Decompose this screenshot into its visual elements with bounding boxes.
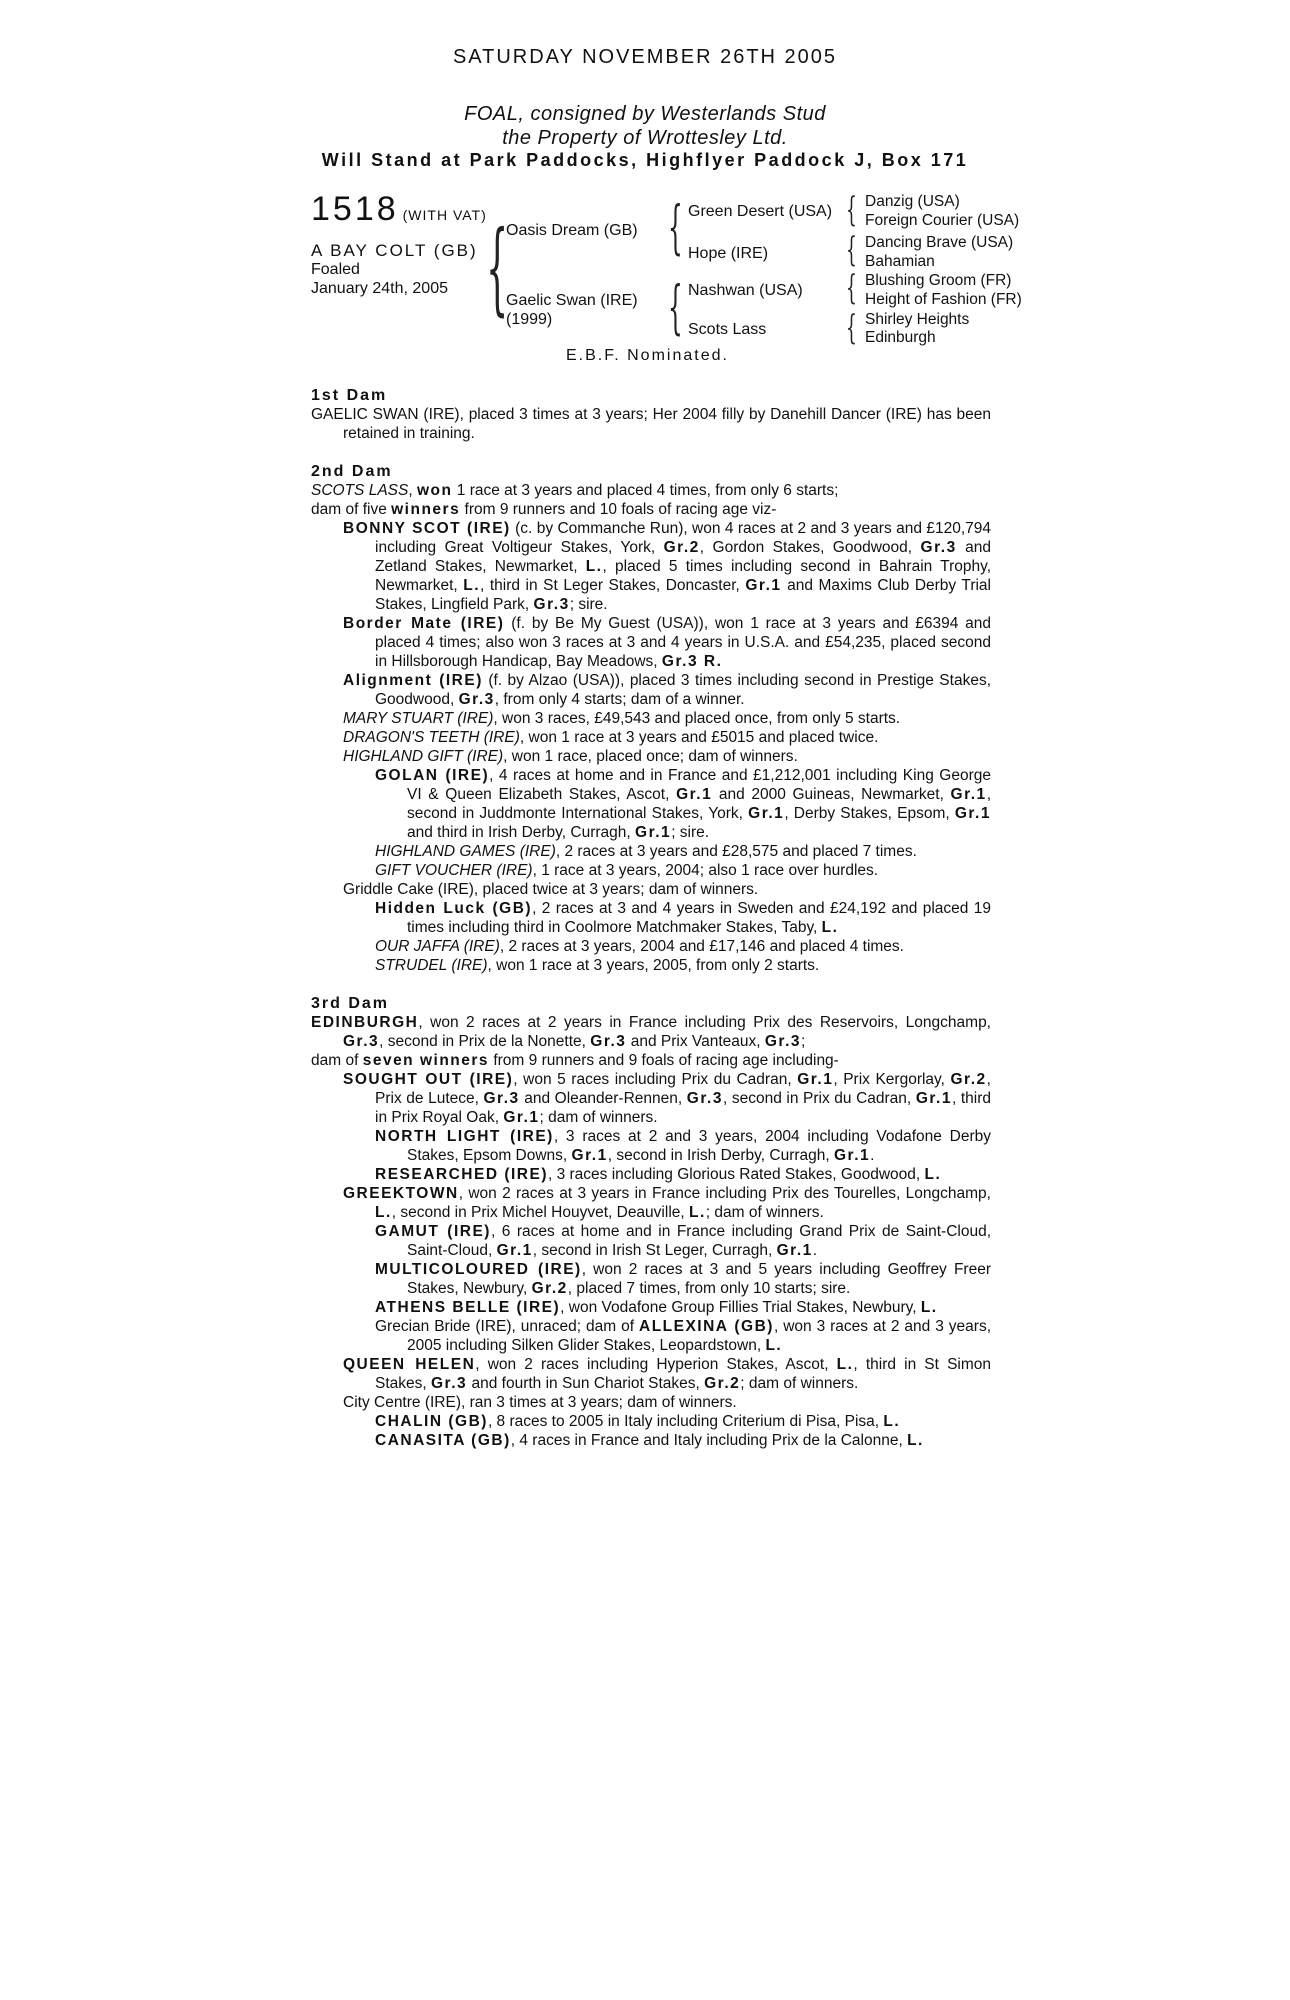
entry-text: ; sire. [671, 824, 710, 841]
bold-text: L. [907, 1432, 924, 1449]
bold-text: Gr.3 [920, 539, 957, 556]
pedigree-brace-sire: { [668, 193, 683, 261]
entry-text: , 2 races at 3 years and £28,575 and placed 7 times. [555, 843, 917, 860]
consignment-line: FOAL, consigned by Westerlands Stud [464, 103, 826, 125]
entry-text: and 2000 Guineas, Newmarket, [712, 786, 951, 803]
entry-text: ; dam of winners. [740, 1375, 859, 1392]
bold-text: Gr.1 [915, 1090, 952, 1107]
pedigree-brace-gg3: { [846, 268, 857, 308]
bold-text: SOUGHT OUT (IRE) [343, 1071, 514, 1088]
second-dam-heading: 2nd Dam [311, 463, 393, 480]
bold-text: GREEKTOWN [343, 1185, 459, 1202]
pedigree-brace-gg1: { [846, 190, 857, 230]
entry-text: ; sire. [569, 596, 608, 613]
entry-text: , second in Irish St Leger, Curragh, [532, 1242, 777, 1259]
bold-text: Gr.1 [635, 824, 672, 841]
entry-text: , won 2 races at 3 years in France including Prix des Tourelles, Longchamp, [458, 1185, 991, 1202]
entry-text: , second in Irish Derby, Curragh, [607, 1147, 834, 1164]
third-dam-heading: 3rd Dam [311, 995, 390, 1012]
bold-text: ATHENS BELLE (IRE) [375, 1299, 561, 1316]
third_dam-entry [311, 1165, 991, 1184]
pedigree-brace-gg4: { [846, 308, 857, 348]
bold-text: Alignment (IRE) [343, 672, 483, 689]
entry-text: , won Vodafone Group Fillies Trial Stakes, Newbury, [560, 1299, 921, 1316]
first-dam-text: GAELIC SWAN (IRE), placed 3 times at 3 years; Her 2004 filly by Danehill Dancer (IRE) has been retained in training. [311, 406, 991, 442]
dam-dam-name: Scots Lass [688, 321, 767, 338]
entry-text: and Prix Vanteaux, [626, 1033, 765, 1050]
entry-text: , second in Prix du Cadran, [722, 1090, 916, 1107]
entry-text: Griddle Cake (IRE), placed twice at 3 years; dam of winners. [343, 881, 759, 898]
bold-text: BONNY SCOT (IRE) [343, 520, 511, 537]
bold-text: Gr.3 [764, 1033, 802, 1050]
entry-text: , won 2 races at 2 years in France including Prix des Reservoirs, Longchamp, [418, 1014, 991, 1031]
bold-text: Gr.2 [950, 1071, 987, 1088]
entry-text: , third in St Leger Stakes, Doncaster, [480, 577, 746, 594]
entry-text: , placed 5 times including second in Bahrain Trophy, Newmarket, [375, 558, 992, 594]
second_dam-entry [311, 880, 991, 899]
vat-note: (WITH VAT) [402, 207, 487, 223]
bold-text: L. [883, 1413, 901, 1430]
lot-number: 1518 [311, 190, 399, 228]
entry-text: , 4 races in France and Italy including Prix de la Calonne, [510, 1432, 908, 1449]
bold-text: Gr.1 [503, 1109, 540, 1126]
third_dam-entry [311, 1260, 991, 1298]
entry-text: , 2 races at 3 years, 2004 and £17,146 and placed 4 times. [499, 938, 904, 955]
entry-text: , won 3 races, £49,543 and placed once, from only 5 starts. [493, 710, 901, 727]
entry-text: ; [801, 1033, 806, 1050]
gg-dancing-brave: Dancing Brave (USA) [865, 234, 1014, 251]
entry-text: ; dam of winners. [705, 1204, 824, 1221]
entry-text: , 6 races at home and in France including Grand Prix de Saint-Cloud, Saint-Cloud, [407, 1223, 991, 1259]
entry-text: dam of five [311, 501, 392, 518]
entry-text: . [870, 1147, 875, 1164]
entry-text: , won 1 race, placed once; dam of winners. [503, 748, 798, 765]
bold-text: Gr.3 [343, 1033, 380, 1050]
bold-text: Gr.1 [797, 1071, 834, 1088]
bold-text: MULTICOLOURED (IRE) [375, 1261, 582, 1278]
gg-height-of-fashion: Height of Fashion (FR) [865, 291, 1022, 308]
entry-text: , won 5 races including Prix du Cadran, [513, 1071, 798, 1088]
entry-text: City Centre (IRE), ran 3 times at 3 years; dam of winners. [343, 1394, 737, 1411]
bold-text: Gr.1 [776, 1242, 813, 1259]
dam-sire-name: Nashwan (USA) [688, 282, 803, 299]
third_dam-entry [311, 1013, 991, 1051]
entry-text: , placed 7 times, from only 10 starts; sire. [567, 1280, 851, 1297]
entry-text: , third in Prix Royal Oak, [375, 1090, 992, 1126]
pedigree-text [311, 386, 991, 1450]
third_dam-entry [311, 1070, 991, 1127]
third_dam-entry [311, 1431, 991, 1450]
second_dam-entry [311, 747, 991, 766]
lot-number-block [311, 190, 487, 229]
first-dam-heading: 1st Dam [311, 387, 388, 404]
bold-text: GOLAN (IRE) [375, 767, 490, 784]
gg-edinburgh: Edinburgh [865, 329, 936, 346]
second_dam-entry [311, 766, 991, 842]
entry-text: and Maxims Club Derby Trial Stakes, Lingfield Park, [375, 577, 991, 613]
pedigree-brace-dam: { [668, 273, 683, 341]
entry-text: . [812, 1242, 818, 1259]
bold-text: L. [924, 1166, 942, 1183]
bold-text: L. [463, 577, 481, 594]
second_dam-entry [311, 481, 991, 500]
third_dam-entry [311, 1355, 991, 1393]
entry-text: , won 2 races including Hyperion Stakes, Ascot, [475, 1356, 837, 1373]
gg-foreign-courier: Foreign Courier (USA) [865, 212, 1020, 229]
entry-text: from 9 runners and 9 foals of racing age including- [489, 1052, 839, 1069]
entry-text: , 3 races including Glorious Rated Stakes, Goodwood, [547, 1166, 925, 1183]
entry-text: , Prix de Lutece, [375, 1071, 991, 1107]
italic-name: STRUDEL (IRE) [375, 957, 488, 974]
bold-text: Gr.2 [663, 539, 700, 556]
second_dam-entry [311, 899, 991, 937]
bold-text: L. [836, 1356, 854, 1373]
bold-text: ALLEXINA (GB) [639, 1318, 774, 1335]
entry-text: Grecian Bride (IRE), unraced; dam of [375, 1318, 639, 1335]
italic-name: SCOTS LASS [311, 482, 409, 499]
third_dam-entry [311, 1298, 991, 1317]
sire-sire-name: Green Desert (USA) [688, 203, 833, 220]
entry-text: from 9 runners and 10 foals of racing age viz- [460, 501, 777, 518]
bold-text: Gr.1 [571, 1147, 608, 1164]
entry-text: , [408, 482, 417, 499]
bold-text: won [416, 482, 453, 499]
italic-name: OUR JAFFA (IRE) [375, 938, 500, 955]
bold-text: RESEARCHED (IRE) [375, 1166, 548, 1183]
entry-text: , second in Prix de la Nonette, [379, 1033, 591, 1050]
entry-text: , third in St Simon Stakes, [375, 1356, 992, 1392]
pedigree-brace-gg2: { [846, 230, 857, 270]
entry-text: , from only 4 starts; dam of a winner. [494, 691, 745, 708]
sale-date: SATURDAY NOVEMBER 26TH 2005 [452, 46, 838, 68]
entry-text: ; dam of winners. [539, 1109, 658, 1126]
bold-text: Border Mate (IRE) [343, 615, 505, 632]
italic-name: MARY STUART (IRE) [343, 710, 494, 727]
third_dam-entry [311, 1393, 991, 1412]
will-stand-line: Will Stand at Park Paddocks, Highflyer Paddock J, Box 171 [321, 150, 969, 170]
bold-text: Gr.1 [834, 1147, 871, 1164]
second_dam-entry [311, 500, 991, 519]
foaled-date: January 24th, 2005 [311, 280, 448, 297]
bold-text: Gr.1 [496, 1242, 533, 1259]
entry-text: , won 1 race at 3 years, 2005, from only 2 starts. [487, 957, 820, 974]
sire-dam-name: Hope (IRE) [688, 245, 769, 262]
bold-text: Gr.1 [676, 786, 713, 803]
entry-text: (f. by Be My Guest (USA)), won 1 race at 3 years and £6394 and placed 4 times; also won 3 races at 3 and 4 years in U.S.A. and £54,235, placed second in Hillsborough Handicap, Bay Meadows, [375, 615, 992, 670]
italic-name: DRAGON'S TEETH (IRE) [343, 729, 520, 746]
bold-text: L. [585, 558, 603, 575]
bold-text: winners [391, 501, 461, 518]
bold-text: L. [689, 1204, 706, 1221]
entry-text: , 3 races at 2 and 3 years, 2004 including Vodafone Derby Stakes, Epsom Downs, [407, 1128, 991, 1164]
bold-text: seven winners [362, 1052, 490, 1069]
second_dam-entry [311, 671, 991, 709]
bold-text: Gr.3 [533, 596, 570, 613]
bold-text: Gr.1 [748, 805, 785, 822]
bold-text: QUEEN HELEN [343, 1356, 476, 1373]
entry-text: , 1 race at 3 years, 2004; also 1 race over hurdles. [532, 862, 879, 879]
bold-text: Gr.3 [686, 1090, 723, 1107]
entry-text: , 8 races to 2005 in Italy including Criterium di Pisa, Pisa, [487, 1413, 884, 1430]
entry-text: , won 2 races at 3 and 5 years including Geoffrey Freer Stakes, Newbury, [407, 1261, 991, 1297]
entry-text: (f. by Alzao (USA)), placed 3 times including second in Prestige Stakes, Goodwood, [375, 672, 992, 708]
second_dam-entry [311, 519, 991, 614]
third_dam-entry [311, 1412, 991, 1431]
italic-name: HIGHLAND GAMES (IRE) [375, 843, 556, 860]
bold-text: Gr.1 [954, 805, 991, 822]
bold-text: L. [765, 1337, 783, 1354]
bold-text: Gr.3 [483, 1090, 520, 1107]
entry-text: and fourth in Sun Chariot Stakes, [467, 1375, 705, 1392]
bold-text: Gr.2 [704, 1375, 741, 1392]
bold-text: Gr.2 [531, 1280, 568, 1297]
pedigree-brace-main: { [486, 209, 509, 326]
second_dam-entry [311, 614, 991, 671]
second_dam-entry [311, 956, 991, 975]
second_dam-entry [311, 937, 991, 956]
third-dam-entries [311, 1013, 991, 1450]
entry-text: dam of [311, 1052, 363, 1069]
entry-text: , won 3 races at 2 and 3 years, 2005 including Silken Glider Stakes, Leopardstown, [407, 1318, 992, 1354]
entry-text: , 2 races at 3 and 4 years in Sweden and £24,192 and placed 19 times including third in Coolmore Matchmaker Stakes, Taby, [407, 900, 992, 936]
bold-text: Hidden Luck (GB) [375, 900, 533, 917]
italic-name: HIGHLAND GIFT (IRE) [343, 748, 504, 765]
gg-bahamian: Bahamian [865, 253, 935, 270]
second_dam-entry [311, 728, 991, 747]
bold-text: GAMUT (IRE) [375, 1223, 491, 1240]
entry-text: , Gordon Stakes, Goodwood, [699, 539, 921, 556]
second_dam-entry [311, 842, 991, 861]
bold-text: Gr.3 [458, 691, 495, 708]
bold-text: Gr.3 R. [661, 653, 723, 670]
entry-text: , second in Juddmonte International Stakes, York, [407, 786, 991, 822]
entry-text: , Derby Stakes, Epsom, [784, 805, 955, 822]
third_dam-entry [311, 1127, 991, 1165]
entry-text: , second in Prix Michel Houyvet, Deauville, [391, 1204, 689, 1221]
entry-text: and third in Irish Derby, Curragh, [407, 824, 636, 841]
bold-text: Gr.1 [950, 786, 987, 803]
gg-blushing-groom: Blushing Groom (FR) [865, 272, 1012, 289]
bold-text: L. [821, 919, 839, 936]
third_dam-entry [311, 1184, 991, 1222]
entry-text: (c. by Commanche Run), won 4 races at 2 and 3 years and £120,794 including Great Voltigeur Stakes, York, [375, 520, 992, 556]
italic-name: GIFT VOUCHER (IRE) [375, 862, 533, 879]
entry-text: 1 race at 3 years and placed 4 times, from only 6 starts; [452, 482, 839, 499]
second_dam-entry [311, 861, 991, 880]
bold-text: L. [920, 1299, 938, 1316]
gg-shirley-heights: Shirley Heights [865, 311, 970, 328]
sire-name: Oasis Dream (GB) [506, 222, 638, 239]
entry-text: and Zetland Stakes, Newmarket, [375, 539, 992, 575]
gg-danzig: Danzig (USA) [865, 193, 960, 210]
third_dam-entry [311, 1317, 991, 1355]
entry-text: , Prix Kergorlay, [833, 1071, 951, 1088]
bold-text: Gr.1 [745, 577, 782, 594]
bold-text: Gr.3 [431, 1375, 468, 1392]
bold-text: CHALIN (GB) [375, 1413, 488, 1430]
bold-text: NORTH LIGHT (IRE) [375, 1128, 554, 1145]
bold-text: Gr.3 [590, 1033, 627, 1050]
property-line: the Property of Wrottesley Ltd. [502, 127, 788, 149]
third_dam-entry [311, 1051, 991, 1070]
second-dam-entries [311, 481, 991, 975]
entry-text: , won 1 race at 3 years and £5015 and placed twice. [519, 729, 879, 746]
bold-text: EDINBURGH [311, 1014, 419, 1031]
bold-text: L. [375, 1204, 392, 1221]
dam-name: Gaelic Swan (IRE) [506, 292, 638, 309]
bold-text: CANASITA (GB) [375, 1432, 511, 1449]
entry-text: and Oleander-Rennen, [519, 1090, 687, 1107]
foaled-label: Foaled [311, 261, 360, 278]
dam-year: (1999) [506, 311, 553, 328]
ebf-nominated: E.B.F. Nominated. [566, 347, 729, 364]
entry-text: , 4 races at home and in France and £1,212,001 including King George VI & Queen Elizabeth Stakes, Ascot, [407, 767, 992, 803]
third_dam-entry [311, 1222, 991, 1260]
second_dam-entry [311, 709, 991, 728]
lot-description: A BAY COLT (GB) [311, 241, 478, 260]
